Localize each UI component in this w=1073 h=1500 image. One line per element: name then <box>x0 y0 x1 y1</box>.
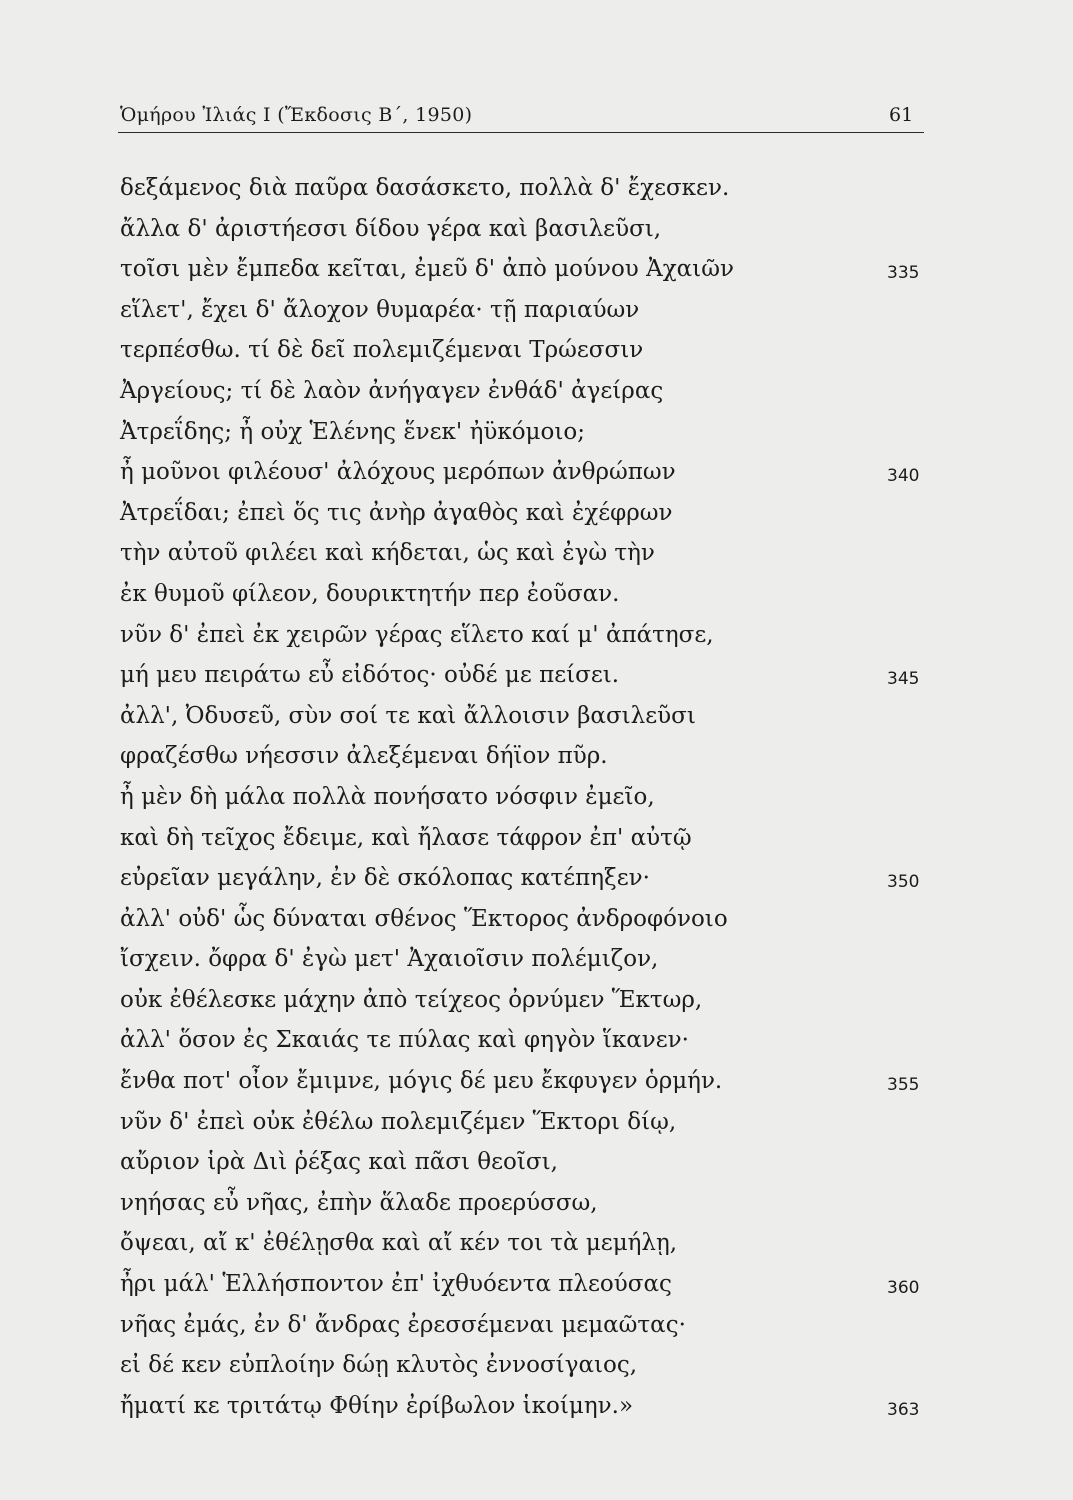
verse-text: νῦν δ' ἐπεὶ ἐκ χειρῶν γέρας εἵλετο καί μ' ἀπάτησε, <box>120 621 714 648</box>
verse-line <box>120 1305 920 1346</box>
verse-text: ἤματί κε τριτάτῳ Φθίην ἐρίβωλον ἱκοίμην.» <box>120 1392 634 1419</box>
verse-line <box>120 209 920 250</box>
line-number: 350 <box>887 872 920 893</box>
line-number: 360 <box>887 1278 920 1299</box>
verse-text: ὄψεαι, αἴ κ' ἐθέλῃσθα καὶ αἴ κέν τοι τὰ μεμήλῃ, <box>120 1230 678 1257</box>
verse-line <box>120 249 920 290</box>
verse-line <box>120 899 920 940</box>
line-number: 355 <box>887 1075 920 1096</box>
verse-text: τὴν αὐτοῦ φιλέει καὶ κήδεται, ὡς καὶ ἐγὼ τὴν <box>120 540 655 567</box>
verse-line <box>120 371 920 412</box>
verse-block <box>120 168 920 1426</box>
verse-line <box>120 858 920 899</box>
verse-text: τοῖσι μὲν ἔμπεδα κεῖται, ἐμεῦ δ' ἀπὸ μούνου Ἀχαιῶν <box>120 256 734 283</box>
verse-line <box>120 1386 920 1427</box>
verse-line <box>120 452 920 493</box>
verse-line <box>120 1020 920 1061</box>
verse-line <box>120 412 920 453</box>
verse-text: αὔριον ἱρὰ Διὶ ῥέξας καὶ πᾶσι θεοῖσι, <box>120 1149 558 1176</box>
verse-line <box>120 1264 920 1305</box>
verse-line <box>120 818 920 859</box>
verse-line <box>120 168 920 209</box>
verse-text: ἐκ θυμοῦ φίλεον, δουρικτητήν περ ἐοῦσαν. <box>120 580 620 607</box>
verse-line <box>120 330 920 371</box>
page-number: 61 <box>889 104 914 126</box>
verse-text: εὐρεῖαν μεγάλην, ἐν δὲ σκόλοπας κατέπηξεν· <box>120 865 650 892</box>
verse-text: ἔνθα ποτ' οἶον ἔμιμνε, μόγις δέ μευ ἔκφυγεν ὁρμήν. <box>120 1068 723 1095</box>
line-number: 345 <box>887 669 920 690</box>
verse-line <box>120 533 920 574</box>
verse-text: τερπέσθω. τί δὲ δεῖ πολεμιζέμεναι Τρώεσσιν <box>120 337 644 364</box>
verse-line <box>120 1183 920 1224</box>
verse-line <box>120 1223 920 1264</box>
verse-line <box>120 939 920 980</box>
verse-text: Ἀτρεΐδαι; ἐπεὶ ὅς τις ἀνὴρ ἀγαθὸς καὶ ἐχέφρων <box>120 499 673 526</box>
verse-line <box>120 615 920 656</box>
verse-line <box>120 290 920 331</box>
verse-text: ἦρι μάλ' Ἑλλήσποντον ἐπ' ἰχθυόεντα πλεούσας <box>120 1271 672 1298</box>
verse-text: νηήσας εὖ νῆας, ἐπὴν ἅλαδε προερύσσω, <box>120 1189 598 1216</box>
verse-text: δεξάμενος διὰ παῦρα δασάσκετο, πολλὰ δ' ἔχεσκεν. <box>120 175 730 201</box>
line-number: 363 <box>887 1399 920 1420</box>
verse-text: ἄλλα δ' ἀριστήεσσι δίδου γέρα καὶ βασιλεῦσι, <box>120 215 662 242</box>
header-rule <box>118 132 924 133</box>
verse-text: νῦν δ' ἐπεὶ οὐκ ἐθέλω πολεμιζέμεν Ἕκτορι δίῳ, <box>120 1108 677 1135</box>
verse-line <box>120 655 920 696</box>
verse-text: καὶ δὴ τεῖχος ἔδειμε, καὶ ἤλασε τάφρον ἐπ' αὐτῷ <box>120 824 692 851</box>
verse-line <box>120 696 920 737</box>
verse-text: μή μευ πειράτω εὖ εἰδότος· οὐδέ με πείσει. <box>120 662 620 689</box>
verse-line <box>120 1345 920 1386</box>
verse-text: εἰ δέ κεν εὐπλοίην δώῃ κλυτὸς ἐννοσίγαιος, <box>120 1352 638 1379</box>
verse-line <box>120 574 920 615</box>
verse-text: εἵλετ', ἔχει δ' ἄλοχον θυμαρέα· τῇ παριαύων <box>120 296 640 323</box>
verse-line <box>120 1061 920 1102</box>
verse-text: ἀλλ' ὅσον ἐς Σκαιάς τε πύλας καὶ φηγὸν ἵκανεν· <box>120 1027 689 1054</box>
verse-text: ἦ μοῦνοι φιλέουσ' ἀλόχους μερόπων ἀνθρώπων <box>120 459 676 486</box>
line-number: 340 <box>887 466 920 487</box>
verse-text: φραζέσθω νήεσσιν ἀλεξέμεναι δήϊον πῦρ. <box>120 743 608 770</box>
verse-text: ἦ μὲν δὴ μάλα πολλὰ πονήσατο νόσφιν ἐμεῖο, <box>120 783 655 810</box>
verse-line <box>120 736 920 777</box>
verse-text: ἀλλ' οὐδ' ὧς δύναται σθένος Ἕκτορος ἀνδροφόνοιο <box>120 905 728 932</box>
verse-text: Ἀτρεΐδης; ἦ οὐχ Ἑλένης ἕνεκ' ἠϋκόμοιο; <box>120 418 585 445</box>
verse-line <box>120 980 920 1021</box>
verse-text: Ἀργείους; τί δὲ λαὸν ἀνήγαγεν ἐνθάδ' ἀγείρας <box>120 377 664 404</box>
verse-line <box>120 777 920 818</box>
line-number: 335 <box>887 263 920 284</box>
verse-line <box>120 1142 920 1183</box>
verse-text: ἀλλ', Ὀδυσεῦ, σὺν σοί τε καὶ ἄλλοισιν βασιλεῦσι <box>120 702 696 729</box>
verse-line <box>120 493 920 534</box>
verse-line <box>120 1102 920 1143</box>
running-head: Ὁμήρου Ἰλιάς Ι (Ἔκδοσις Β΄, 1950) <box>120 104 473 126</box>
verse-text: νῆας ἐμάς, ἐν δ' ἄνδρας ἐρεσσέμεναι μεμαῶτας· <box>120 1311 686 1338</box>
verse-text: οὐκ ἐθέλεσκε μάχην ἀπὸ τείχεος ὀρνύμεν Ἕκτωρ, <box>120 986 703 1013</box>
verse-text: ἴσχειν. ὄφρα δ' ἐγὼ μετ' Ἀχαιοῖσιν πολέμιζον, <box>120 946 659 973</box>
